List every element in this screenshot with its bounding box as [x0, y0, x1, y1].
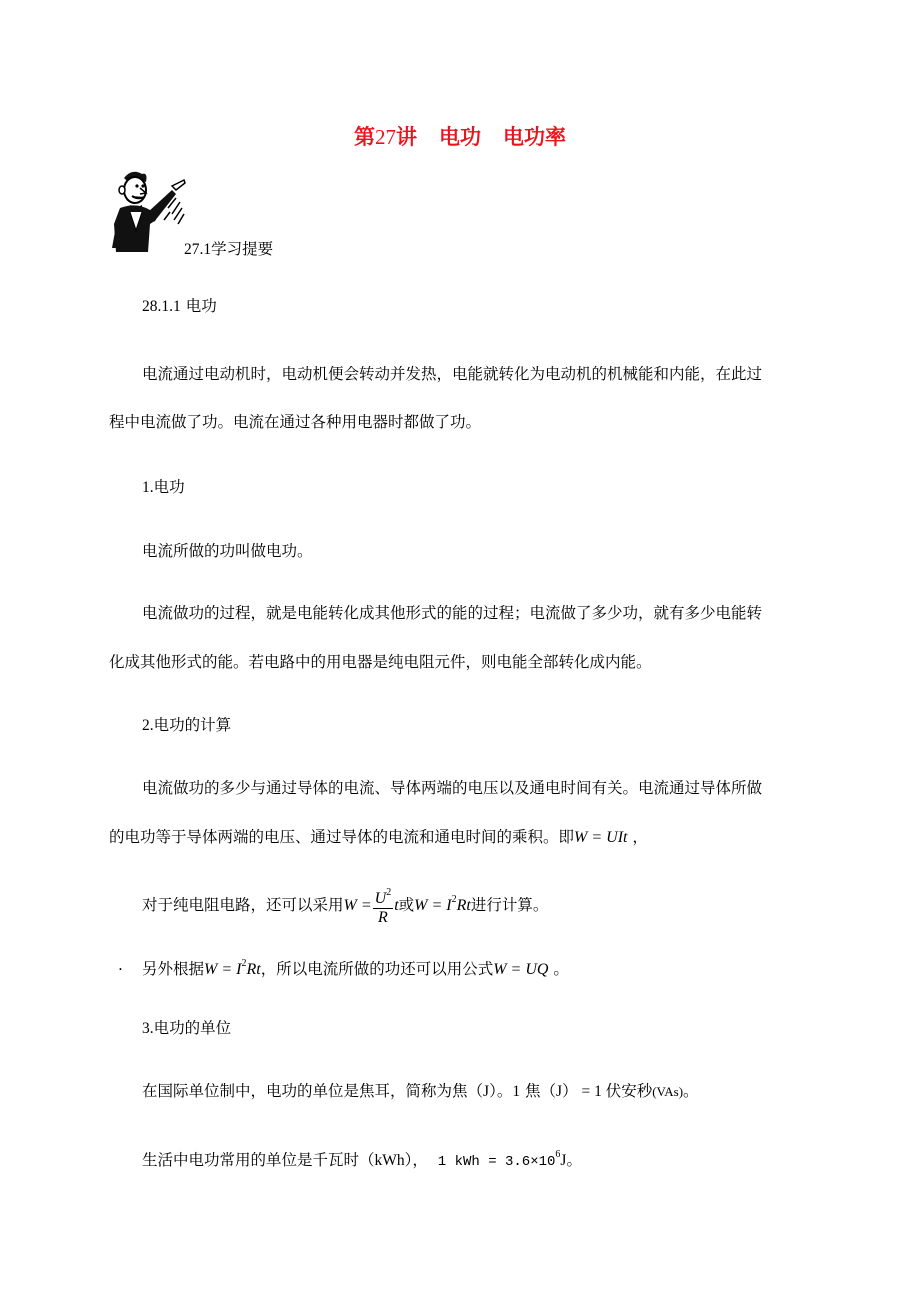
section-28-1-1-heading: 28.1.1 电功 [142, 297, 217, 315]
heading-2: 2.电功的计算 [142, 716, 232, 734]
formula-w-uit: W = UIt [574, 829, 628, 846]
heading-1: 1.电功 [142, 478, 185, 496]
para2-line-2: 化成其他形式的能。若电路中的用电器是纯电阻元件，则电能全部转化成内能。 [109, 653, 652, 671]
page-title: 第27讲 电功 电功率 [354, 124, 566, 149]
pure-resistor-line: 对于纯电阻电路，还可以采用W = $\frac{U^2}{R}$ t或$W = I^2Rt$进行计算。 [142, 876, 548, 930]
calc-line-2: 的电功等于导体两端的电压、通过导体的电流和通电时间的乘积。即W = UIt ， [109, 828, 648, 846]
intro-line-1: 电流通过电动机时，电动机便会转动并发热，电能就转化为电动机的机械能和内能，在此过 [142, 365, 763, 383]
section-27-1-heading: 27.1学习提要 [184, 240, 274, 258]
calc-line-1: 电流做功的多少与通过导体的电流、导体两端的电压以及通电时间有关。电流通过导体所做 [142, 779, 763, 797]
intro-line-2: 程中电流做了功。电流在通过各种用电器时都做了功。 [109, 413, 482, 431]
margin-dot: . [118, 956, 123, 974]
other-formula-line: 另外根据$W = I^2Rt$，所以电流所做的功还可以用公式W = UQ 。 [142, 958, 569, 978]
formula-fraction: $\frac{U^2}{R}$ [373, 884, 394, 927]
para2-line-1: 电流做功的过程，就是电能转化成其他形式的能的过程；电流做了多少功，就有多少电能转 [142, 604, 763, 622]
life-unit-line: 生活中电功常用的单位是千瓦时（kWh）， 1 kWh = $3.6\times 10^6J$。 [142, 1149, 582, 1170]
unit-line: 在国际单位制中，电功的单位是焦耳，简称为焦（J）。1 焦（J） = 1 伏安秒(VAs)。 [142, 1082, 699, 1100]
lecturer-cartoon-icon [110, 168, 190, 254]
definition-text: 电流所做的功叫做电功。 [142, 542, 313, 560]
heading-3: 3.电功的单位 [142, 1019, 232, 1037]
